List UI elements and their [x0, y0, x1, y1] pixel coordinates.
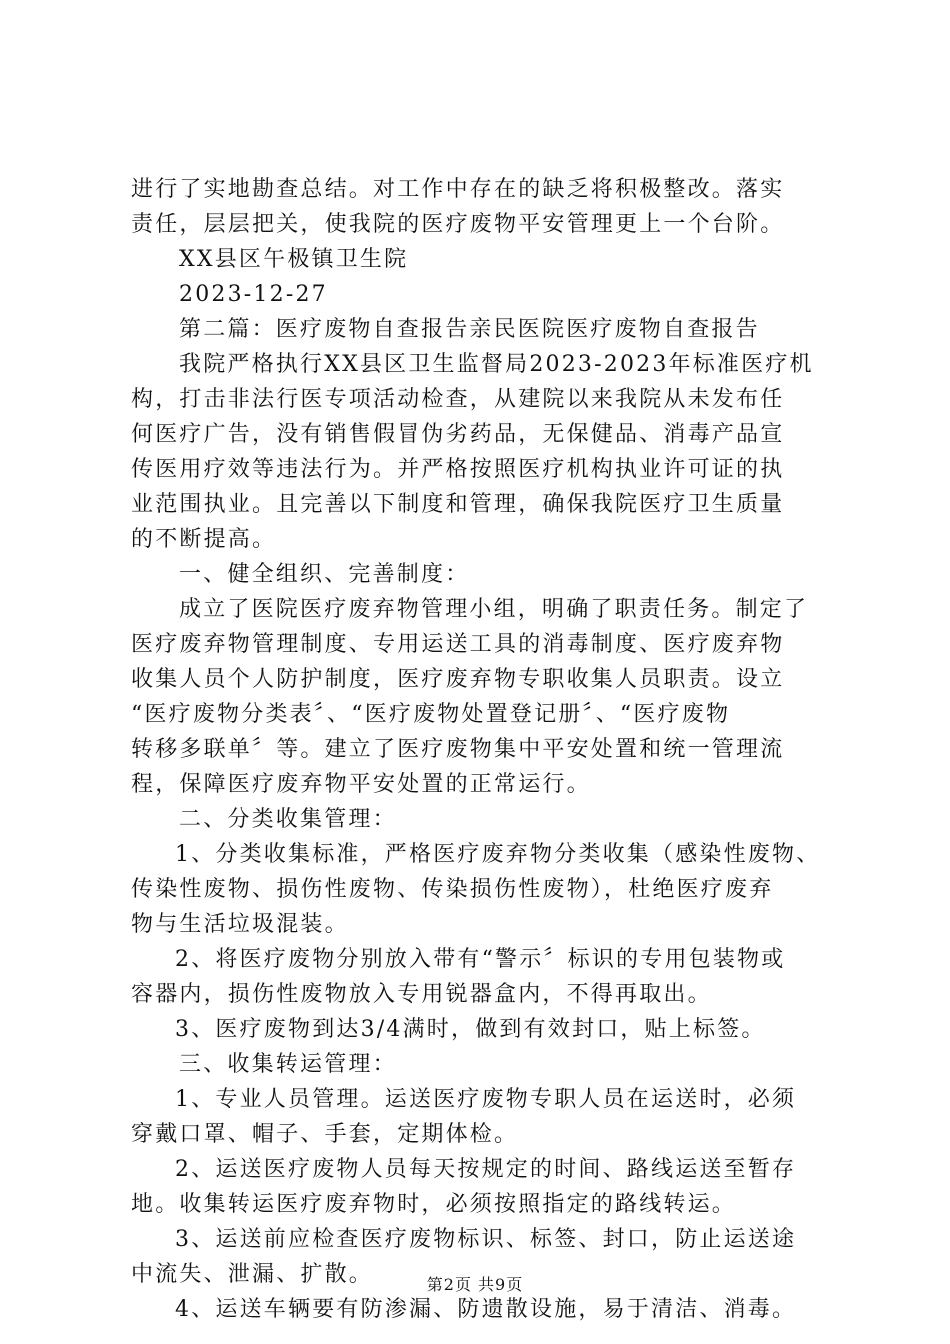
body-line: 业范围执业。且完善以下制度和管理，确保我院医疗卫生质量	[131, 492, 785, 517]
section-title: 第二篇：医疗废物自查报告亲民医院医疗废物自查报告	[179, 317, 760, 342]
page-number: 第2页	[426, 1275, 472, 1294]
signature-date: 2023-12-27	[179, 282, 328, 307]
body-line: 程，保障医疗废弃物平安处置的正常运行。	[131, 772, 591, 797]
page-footer	[0, 1272, 950, 1295]
body-line: 2、运送医疗废物人员每天按规定的时间、路线运送至暂存	[175, 1157, 797, 1182]
body-line: 转移多联单〞等。建立了医疗废物集中平安处置和统一管理流	[131, 737, 785, 762]
body-line: 穿戴口罩、帽子、手套，定期体检。	[131, 1122, 519, 1147]
body-line: 传染性废物、损伤性废物、传染损伤性废物），杜绝医疗废弃	[131, 877, 774, 902]
body-line: 3、运送前应检查医疗废物标识、标签、封口，防止运送途	[175, 1227, 797, 1252]
body-line: 进行了实地勘查总结。对工作中存在的缺乏将积极整改。落实	[131, 177, 785, 202]
body-line: 容器内，损伤性废物放入专用锐器盒内，不得再取出。	[131, 982, 712, 1007]
body-line: 我院严格执行XX县区卫生监督局2023-2023年标准医疗机	[179, 352, 814, 377]
body-line: 物与生活垃圾混装。	[131, 912, 349, 937]
body-line: 地。收集转运医疗废弃物时，必须按照指定的路线转运。	[131, 1192, 737, 1217]
subheading: 一、健全组织、完善制度：	[179, 562, 470, 587]
body-line: 传医用疗效等违法行为。并严格按照医疗机构执业许可证的执	[131, 457, 785, 482]
body-line: 1、专业人员管理。运送医疗废物专职人员在运送时，必须	[175, 1087, 797, 1112]
page-total: 共9页	[478, 1275, 524, 1294]
body-line: 构，打击非法行医专项活动检查，从建院以来我院从未发布任	[131, 387, 785, 412]
signature-org: XX县区午极镇卫生院	[179, 247, 409, 272]
body-line: 何医疗广告，没有销售假冒伪劣药品，无保健品、消毒产品宣	[131, 422, 785, 447]
subheading: 二、分类收集管理：	[179, 807, 397, 832]
body-line: 收集人员个人防护制度，医疗废弃物专职收集人员职责。设立	[131, 667, 785, 692]
body-line: 2、将医疗废物分别放入带有“警示〞标识的专用包装物或	[175, 947, 786, 972]
document-body	[131, 172, 831, 1327]
body-line: 成立了医院医疗废弃物管理小组，明确了职责任务。制定了	[179, 597, 809, 622]
body-line: 的不断提高。	[131, 527, 277, 552]
body-line: 1、分类收集标准，严格医疗废弃物分类收集（感染性废物、	[175, 842, 821, 867]
body-line: 中流失、泄漏、扩散。	[131, 1262, 374, 1287]
body-line: “医疗废物分类表〞、“医疗废物处置登记册〞、“医疗废物	[131, 702, 731, 727]
subheading: 三、收集转运管理：	[179, 1052, 397, 1077]
body-line: 3、医疗废物到达3/4满时，做到有效封口，贴上标签。	[175, 1017, 766, 1042]
body-line: 4、运送车辆要有防渗漏、防遗散设施，易于清洁、消毒。	[175, 1297, 797, 1322]
body-line: 责任，层层把关，使我院的医疗废物平安管理更上一个台阶。	[131, 212, 785, 237]
body-line: 医疗废弃物管理制度、专用运送工具的消毒制度、医疗废弃物	[131, 632, 785, 657]
